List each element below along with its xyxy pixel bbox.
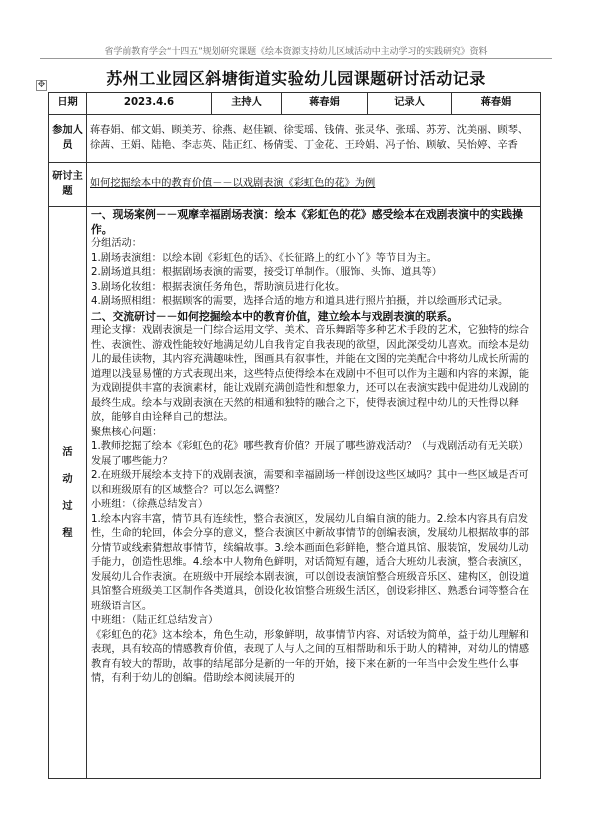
- section-2-heading: 二、交流研讨－－如何挖掘绘本中的教育价值，建立绘本与戏剧表演的联系。: [91, 309, 459, 323]
- topic-row: [49, 163, 541, 207]
- section-1-group-item: 4.剧场照相组：根据顾客的需要，选择合适的地方和道具进行照片拍摄，并以绘画形式记录。: [91, 296, 509, 307]
- process-label-char: 动: [62, 473, 73, 485]
- process-label-char: 活: [62, 446, 73, 458]
- info-row: [49, 93, 541, 115]
- date-value: 2023.4.6: [87, 93, 212, 115]
- topic-value: 如何挖掘绘本中的教育价值－－以戏剧表演《彩虹色的花》为例: [87, 163, 541, 207]
- group-2-text: 《彩虹色的花》这本绘本，角色生动，形象鲜明，故事情节内容、对话较为简单，益于幼儿理解和表现，具有较高的情感教育价值，表现了人与人之间的互相帮助和乐于助人的精神，对幼儿的情感教育有较大的帮助，故事的结尾部分是新的一年的开始，接下来在新的一年当中会发生些什么事情，有利于幼儿的创编。借助绘本阅读展开的: [91, 629, 530, 684]
- section-2-question: 1.教师挖掘了绘本《彩虹色的花》哪些教育价值？开展了哪些游戏活动？（与戏剧活动有无关联）发展了哪些能力？: [91, 441, 529, 467]
- process-label-char: 程: [62, 527, 73, 539]
- section-1-heading: 一、现场案例－－观摩幸福剧场表演：绘本《彩虹色的花》感受绘本在戏剧表演中的实践操作。: [91, 208, 523, 236]
- host-label: 主持人: [212, 93, 282, 115]
- group-1-title: 小班组：（徐燕总结发言）: [91, 499, 209, 510]
- section-2-focus-title: 聚焦核心问题：: [91, 426, 163, 438]
- process-content: [87, 207, 541, 779]
- section-2-question: 2.在班级开展绘本支持下的戏剧表演，需要和幸福剧场一样创设这些区域吗？其中一些区域是否可以和班级原有的区域整合？可以怎么调整？: [91, 470, 529, 496]
- group-1-text: 1.绘本内容丰富，情节具有连续性，整合表演区，发展幼儿自编自演的能力。2.绘本内容具有启发性，生命的轮回，体会分享的意义，整合表演区中新故事情节的创编表演，发展幼儿根据故事的部分情节或线索猜想故事情节，续编故事。3.绘本画面色彩鲜艳，整合道具馆、服装馆，发展幼儿动手能力，创造性思维。4.绘本中人物角色鲜明，对话简短有趣，适合大班幼儿表演，整合表演区，发展幼儿合作表演。在班级中开展绘本剧表演，可以创设表演馆整合班级音乐区、建构区，创设道具馆整合班级美工区制作各类道具，创设化妆馆整合班级生活区，创设彩排区、熟悉台词等整合在班级语言区。: [91, 513, 530, 612]
- section-1-group-item: 1.剧场表演组：以绘本剧《彩虹色的话》、《长征路上的红小丫》等节目为主。: [91, 252, 437, 264]
- section-2-theory: 理论支撑：戏剧表演是一门综合运用文学、美术、音乐舞蹈等多种艺术手段的艺术，它独特的综合性、表演性、游戏性能较好地满足幼儿自我肯定自我表现的欲望，因此深受幼儿喜欢。而绘本是幼儿的最佳读物，其内容充满趣味性，图画具有叙事性，并能在文图的完美配合中将幼儿成长所需的道理以浅显易懂的方式表现出来，这些特点使得绘本在戏剧中不但可以作为主题和内容的来源，能为戏剧提供丰富的表演素材，能让戏剧充满创造性和想象力，还可以在表演实践中促进幼儿戏剧的最终生成。绘本与戏剧表演在天然的相通和独特的融合之下，使得表演过程中幼儿的天性得以释放，能够自由诠释自己的想法。: [91, 325, 530, 423]
- participants-label: 参加人员: [49, 115, 87, 163]
- participants-row: [49, 115, 541, 163]
- section-1-group-title: 分组活动：: [91, 238, 142, 249]
- host-value: 蒋春娟: [282, 93, 368, 115]
- section-1-group-item: 2.剧场道具组：根据剧场表演的需要，接受订单制作。（服饰、头饰、道具等）: [91, 267, 442, 278]
- section-1-group-item: 3.剧场化妆组：根据表演任务角色，帮助演员进行化妆。: [91, 281, 346, 293]
- process-label: [49, 207, 87, 779]
- topic-label: 研讨主题: [49, 163, 87, 207]
- table-move-handle-icon[interactable]: ✥: [37, 80, 46, 90]
- document-header: 省学前教育学会“十四五”规划研究课题《绘本资源支持幼儿区域活动中主动学习的实践研究》资料: [40, 44, 552, 59]
- recorder-label: 记录人: [368, 93, 452, 115]
- group-2-title: 中班组：（陆正红总结发言）: [91, 615, 219, 626]
- process-label-char: 过: [62, 500, 73, 512]
- participants-value: 蒋春娟、郁文娟、顾美芳、徐燕、赵佳颖、徐雯瑶、钱倩、张灵华、张瑶、苏芳、沈美丽、顾琴、徐茜、王娟、陆艳、李志英、陆正红、杨倩雯、丁金花、王玲娟、冯子怡、顾敏、吴怡婷、辛香: [87, 115, 541, 163]
- document-title: 苏州工业园区斜塘街道实验幼儿园课题研讨活动记录: [106, 69, 486, 88]
- recorder-value: 蒋春娟: [452, 93, 541, 115]
- date-label: 日期: [49, 93, 87, 115]
- process-row: [49, 207, 541, 779]
- record-table: [48, 92, 541, 779]
